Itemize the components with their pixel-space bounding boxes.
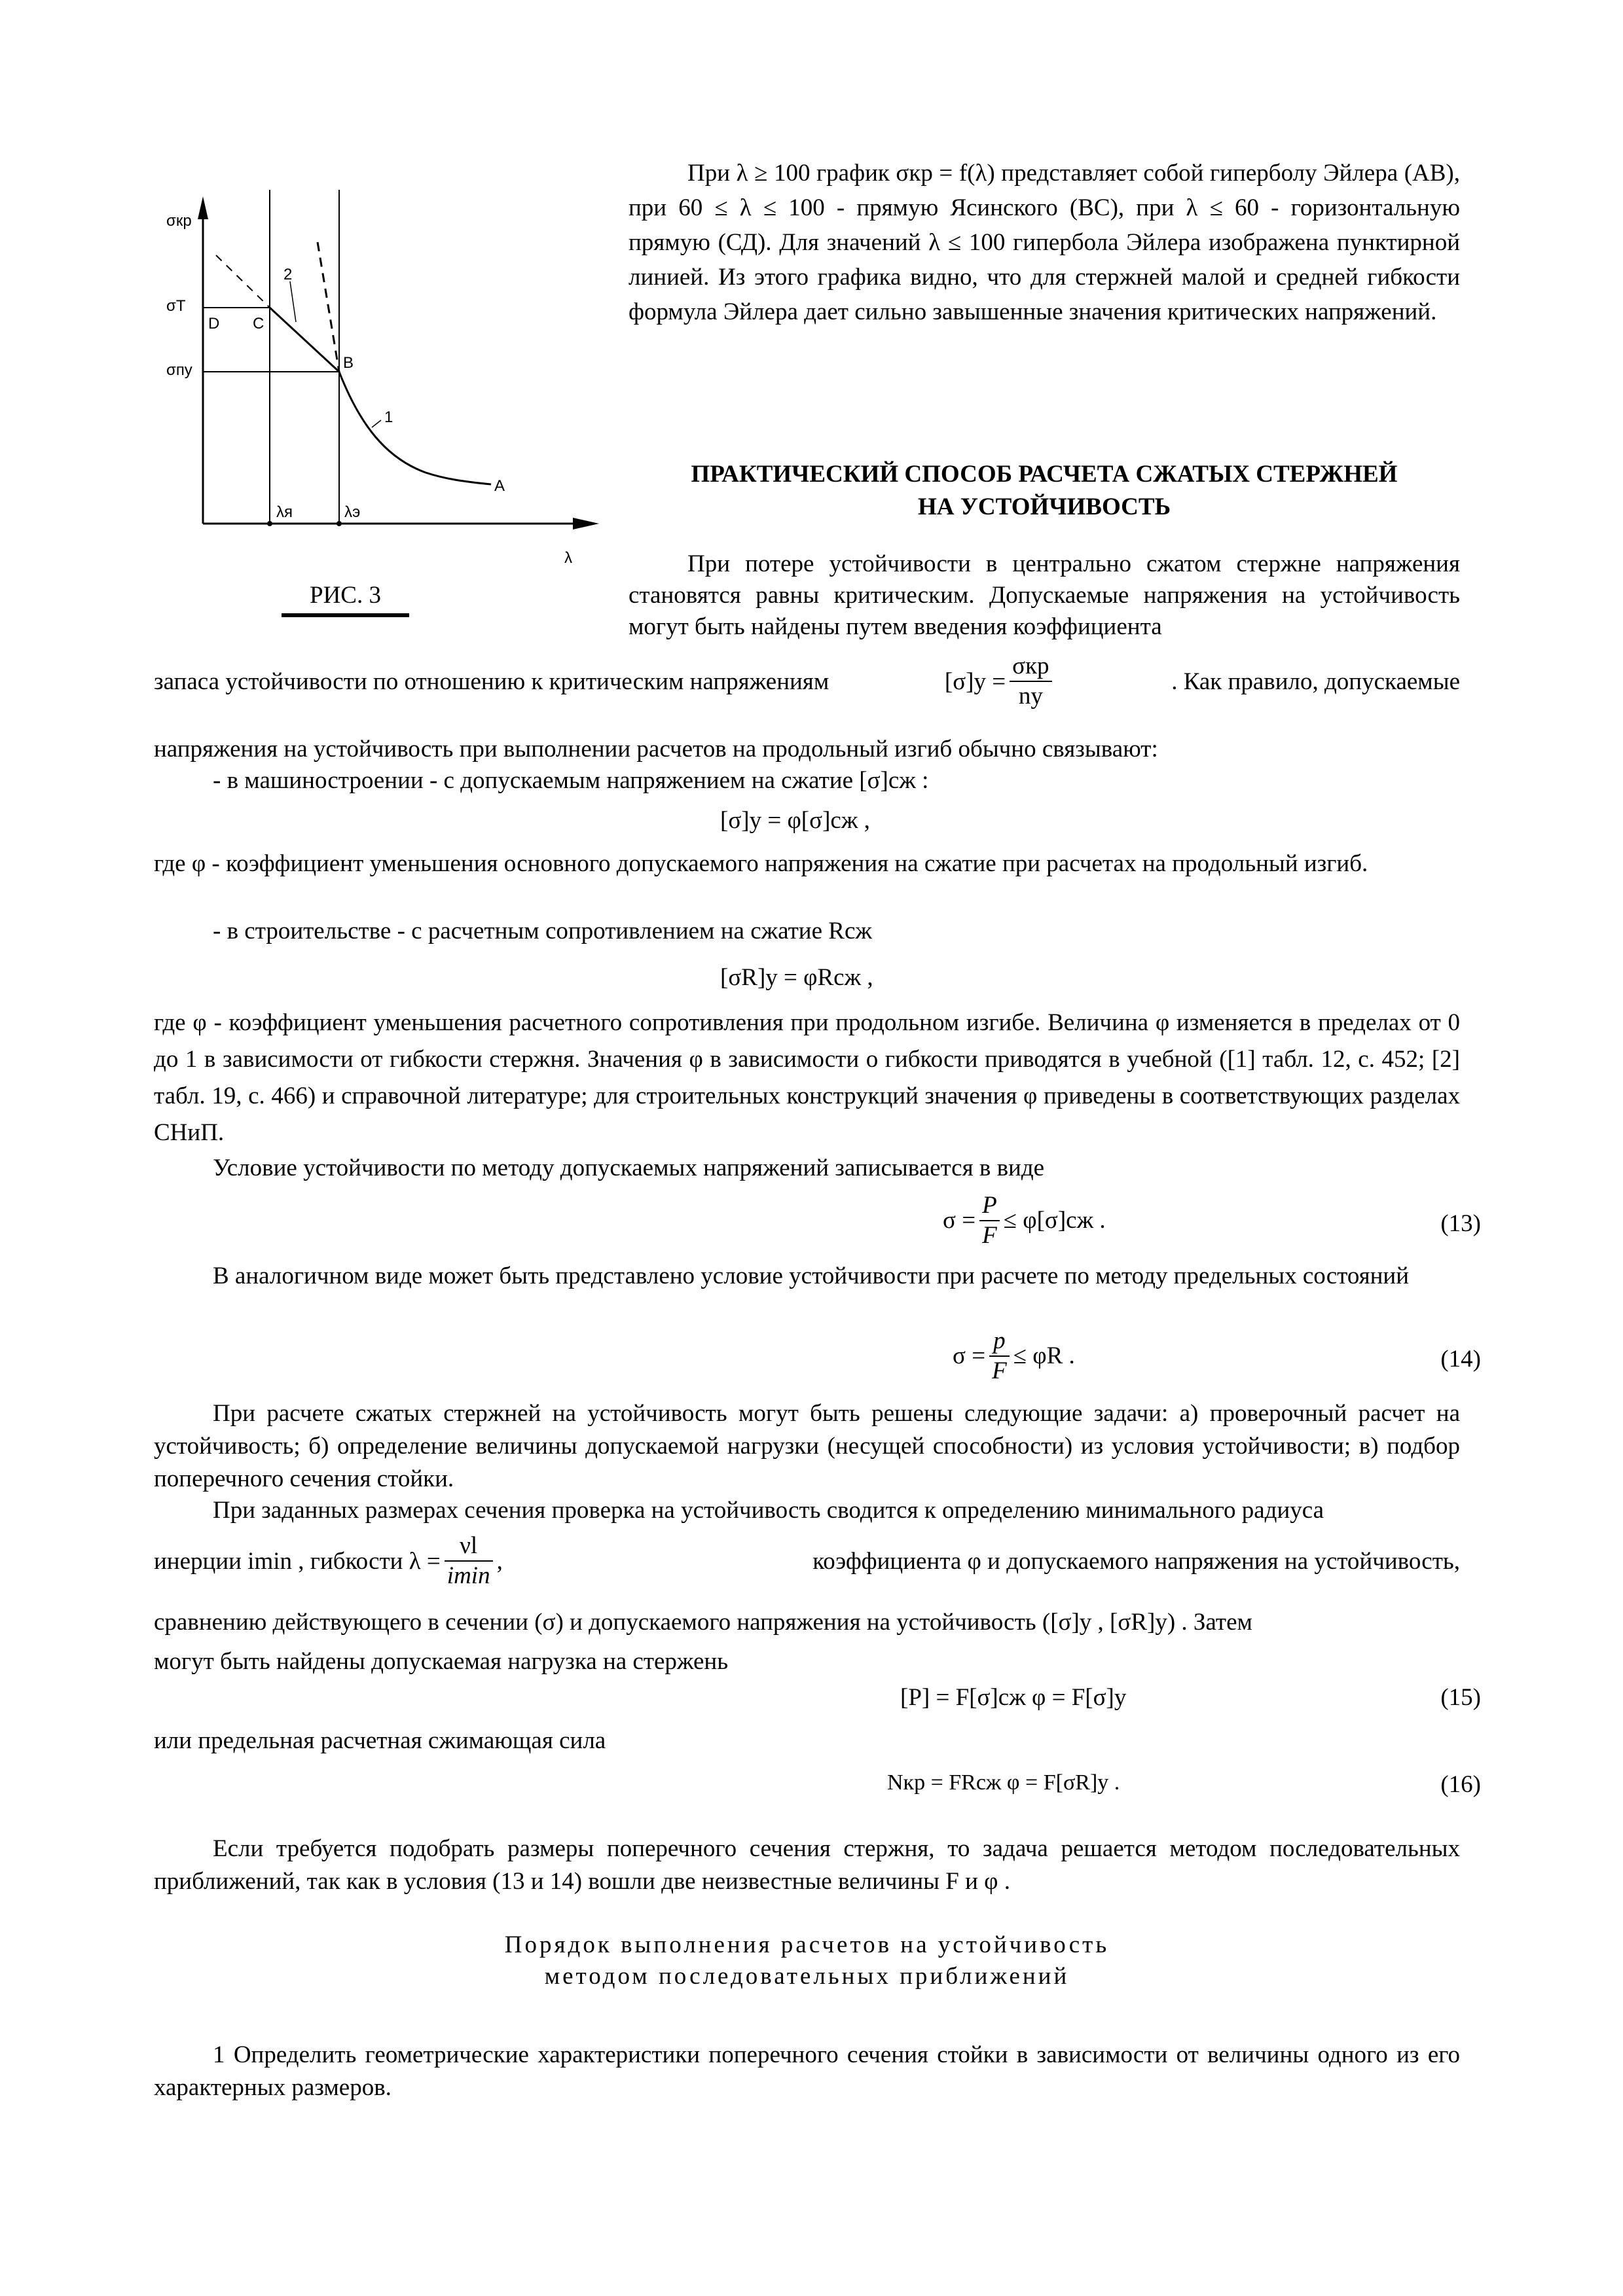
section-heading-line2: НА УСТОЙЧИВОСТЬ <box>917 493 1171 520</box>
equation-15: [P] = F[σ]сж φ = F[σ]у <box>900 1684 1127 1711</box>
check-intro: При заданных размерах сечения проверка на устойчивость сводится к определению минимального радиуса <box>213 1497 1324 1524</box>
eq13-number: (13) <box>1440 1210 1481 1237</box>
euler-dashed <box>216 255 270 308</box>
inertia-before: инерции imin , гибкости λ = <box>154 1547 441 1575</box>
label-curve-1: 1 <box>384 408 393 426</box>
section-heading <box>629 458 1460 524</box>
label-sigma-kr: σкр <box>166 212 192 230</box>
where-phi-1: где φ - коэффициент уменьшения основного допускаемого напряжения на сжатие при расчетах на продольный изгиб. <box>154 850 1368 877</box>
equation-13 <box>943 1191 1106 1250</box>
eq14-num: p <box>993 1327 1006 1354</box>
eq14-rhs: ≤ φR . <box>1013 1342 1075 1369</box>
eq14-frac <box>989 1327 1010 1386</box>
eq13-frac <box>979 1191 1000 1250</box>
leader-1 <box>372 420 381 427</box>
section-heading-line1: ПРАКТИЧЕСКИЙ СПОСОБ РАСЧЕТА СЖАТЫХ СТЕРЖНЕЙ <box>691 461 1398 488</box>
paragraph-reserve-line <box>154 652 1460 711</box>
formula-sigma-y-num: σкр <box>1012 653 1049 679</box>
load-intro: могут быть найдены допускаемая нагрузка на стержень <box>154 1648 729 1675</box>
x-axis-arrow <box>573 518 599 529</box>
formula-mechanical: [σ]у = φ[σ]сж , <box>720 807 870 834</box>
compare-line: сравнению действующего в сечении (σ) и допускаемого напряжения на устойчивость ([σ]у , [σR]у) . Затем <box>154 1609 1252 1636</box>
label-lambda-ya: λя <box>276 503 293 521</box>
label-point-b: B <box>343 354 354 372</box>
order-heading-line1: Порядок выполнения расчетов на устойчивость <box>504 1931 1110 1958</box>
formula-sigma-y <box>945 652 1056 711</box>
tasks-paragraph: При расчете сжатых стержней на устойчивость могут быть решены следующие задачи: а) проверочный расчет на устойчивость; б) определение величины допускаемой нагрузки (несущей способности) из условия устойчивости; в) подбор поперечного сечения стойки. <box>154 1400 1460 1492</box>
inertia-num: νl <box>460 1532 478 1559</box>
eq15-number: (15) <box>1440 1684 1481 1711</box>
order-heading-line2: методом последовательных приближений <box>544 1963 1070 1990</box>
figure-caption-text: РИС. 3 <box>310 582 381 609</box>
inertia-frac <box>445 1532 493 1590</box>
formula-sigma-y-frac <box>1010 652 1051 711</box>
leader-2 <box>290 281 296 322</box>
label-point-a: A <box>494 477 505 495</box>
figure-caption <box>282 581 409 617</box>
label-sigma-t: σТ <box>166 297 186 315</box>
inertia-tail: коэффициента φ и допускаемого напряжения на устойчивость, <box>812 1547 1460 1575</box>
formula-building: [σR]у = φRсж , <box>720 964 873 991</box>
paragraph-typically: напряжения на устойчивость при выполнении расчетов на продольный изгиб обычно связывают: <box>154 736 1158 762</box>
approx-paragraph: Если требуется подобрать размеры поперечного сечения стержня, то задача решается методом последовательных приближений, так как в условия (13 и 14) вошли две неизвестные величины F и φ . <box>154 1835 1460 1895</box>
reserve-text-before: запаса устойчивости по отношению к критическим напряжениям <box>154 668 830 695</box>
label-sigma-pu: σпу <box>166 361 192 379</box>
y-axis-arrow <box>198 196 208 219</box>
reserve-text-after: . Как правило, допускаемые <box>1171 668 1460 695</box>
point-lambda-ya <box>267 521 272 526</box>
force-intro: или предельная расчетная сжимающая сила <box>154 1727 606 1754</box>
eq13-lhs: σ = <box>943 1207 976 1234</box>
formula-sigma-y-den: nу <box>1010 681 1051 711</box>
eq13-den: F <box>979 1220 1000 1250</box>
formula-sigma-y-lhs: [σ]у = <box>944 668 1006 695</box>
inertia-after: , <box>496 1547 503 1575</box>
intro-paragraph: При λ ≥ 100 график σкр = f(λ) представляет собой гиперболу Эйлера (АВ), при 60 ≤ λ ≤ 100 - прямую Ясинского (ВС), при λ ≤ 60 - горизонтальную прямую (СД). Для значений λ ≤ 100 гипербола Эйлера изображена пунктирной линией. Из этого графика видно, что для стержней малой и средней гибкости формула Эйлера дает сильно завышенные значения критических напряжений. <box>629 160 1460 325</box>
buckling-diagram <box>151 177 622 596</box>
label-curve-2: 2 <box>283 266 293 283</box>
label-lambda-e: λэ <box>344 503 361 521</box>
eq14-number: (14) <box>1440 1346 1481 1372</box>
euler-hyperbola <box>339 372 491 484</box>
eq13-rhs: ≤ φ[σ]сж . <box>1003 1207 1106 1234</box>
equation-16: Nкр = FRсж φ = F[σR]у . <box>887 1770 1120 1795</box>
label-point-d: D <box>208 315 220 332</box>
item-mechanical: - в машиностроении - с допускаемым напряжением на сжатие [σ]сж : <box>213 767 929 794</box>
equation-14 <box>953 1327 1075 1386</box>
eq14-den: F <box>989 1355 1010 1386</box>
eq14-lhs: σ = <box>953 1342 986 1369</box>
label-point-c: C <box>253 315 264 332</box>
condition-intro: Условие устойчивости по методу допускаемых напряжений записывается в виде <box>213 1155 1045 1181</box>
point-lambda-e <box>337 521 342 526</box>
condition-limit-intro: В аналогичном виде может быть представлено условие устойчивости при расчете по методу предельных состояний <box>213 1263 1410 1289</box>
curve2-dashed <box>318 242 339 372</box>
order-heading <box>154 1929 1460 1992</box>
item-building: - в строительстве - с расчетным сопротивлением на сжатие Rсж <box>213 918 872 944</box>
label-lambda-axis: λ <box>564 549 572 567</box>
paragraph-stability-loss: При потере устойчивости в центрально сжатом стержне напряжения становятся равны критическим. Допускаемые напряжения на устойчивость могут быть найдены путем введения коэффициента <box>629 550 1460 640</box>
eq16-number: (16) <box>1440 1771 1481 1798</box>
yasinsky-line <box>270 308 339 372</box>
where-phi-2: где φ - коэффициент уменьшения расчетного сопротивления при продольном изгибе. Величина φ изменяется в пределах от 0 до 1 в зависимости от гибкости стержня. Значения φ в зависимости о гибкости приводятся в учебной ([1] табл. 12, с. 452; [2] табл. 19, с. 466) и справочной литературе; для строительных конструкций значения φ приведены в соответствующих разделах СНиП. <box>154 1009 1460 1146</box>
step-1: 1 Определить геометрические характеристики поперечного сечения стойки в зависимости от величины одного из его характерных размеров. <box>154 2041 1460 2101</box>
inertia-den: imin <box>445 1560 493 1590</box>
eq13-num: P <box>982 1192 997 1219</box>
inertia-line <box>154 1532 1460 1590</box>
